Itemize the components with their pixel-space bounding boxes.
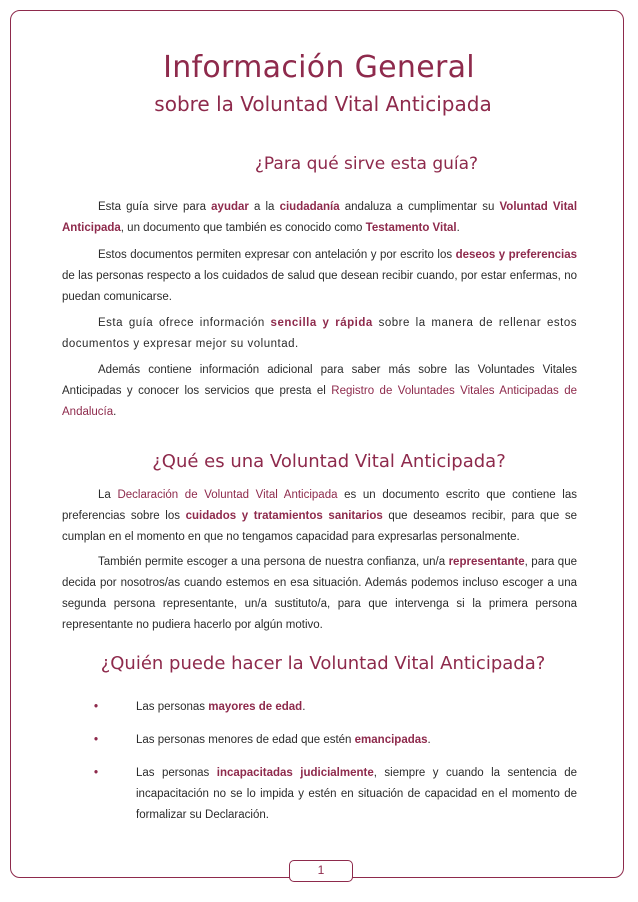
text: La [98,489,118,501]
page-subtitle: sobre la Voluntad Vital Anticipada [154,92,492,116]
highlight: deseos y preferencias [455,249,577,261]
text: , un documento que también es conocido como [120,222,366,234]
highlight: mayores de edad [208,701,303,713]
highlight: emancipadas [354,734,428,746]
paragraph-definition-2 [62,552,577,636]
text: Las personas menores de edad que estén [136,734,355,746]
section-heading-definition: ¿Qué es una Voluntad Vital Anticipada? [152,451,506,472]
section-heading-purpose: ¿Para qué sirve esta guía? [254,154,479,174]
highlight: ciudadanía [279,201,340,213]
list-item [62,697,577,718]
text: . [456,222,460,234]
list-item [62,763,577,826]
text: de las personas respecto a los cuidados de salud que desean recibir cuando, por estar enfermas, no puedan comunicarse. [62,270,577,303]
highlight: Voluntad Vital Anticipada [62,201,578,234]
highlight: Testamento Vital [365,222,457,234]
registry-link[interactable]: Registro de Voluntades Vitales Anticipadas de Andalucía [62,385,577,418]
declaration-link[interactable]: Declaración de Voluntad Vital Anticipada [117,489,338,501]
text: es un documento escrito que contiene las preferencias sobre los [62,489,577,522]
text: Las personas [136,701,209,713]
text: Esta guía ofrece información [98,317,271,329]
bullet-icon: • [94,767,99,779]
text: andaluza a cumplimentar su [339,201,500,213]
highlight: incapacitadas judicialmente [216,767,374,779]
text: Las personas [136,767,217,779]
list-item [62,730,577,751]
text: . [113,406,117,418]
highlight: representante [448,556,525,568]
highlight: sencilla y rápida [270,317,373,329]
text: a la [248,201,280,213]
paragraph-purpose-4 [62,360,577,423]
text: Esta guía sirve para [98,201,212,213]
highlight: ayudar [211,201,249,213]
text: , para que decida por nosotros/as cuando estemos en esa situación. Además podemos incluso escoger a una segunda persona representante, un/a sustituto/a, para que intervenga si la primera persona representante no pudiera hacerlo por algún motivo. [62,556,577,631]
text: , siempre y cuando la sentencia de incapacitación no se lo impida y estén en situación de capacidad en el momento de formalizar su Declaración. [136,767,577,821]
page-number: 1 [289,860,353,882]
text: sobre la manera de rellenar estos documentos y expresar mejor su voluntad. [62,317,577,350]
bullet-icon: • [94,734,99,746]
paragraph-purpose-3 [62,313,577,355]
bullet-icon: • [94,701,99,713]
text: que deseamos recibir, para que se cumplan en el momento en que no tengamos capacidad para expresarlas personalmente. [62,510,577,543]
paragraph-definition-1 [62,485,577,548]
paragraph-purpose-1 [62,197,577,239]
text: . [302,701,306,713]
paragraph-purpose-2 [62,245,577,308]
highlight: cuidados y tratamientos sanitarios [185,510,383,522]
section-heading-eligibility: ¿Quién puede hacer la Voluntad Vital Anticipada? [100,653,546,674]
text: . [427,734,431,746]
text: También permite escoger a una persona de nuestra confianza, un/a [98,556,449,568]
page-title: Información General [163,50,475,85]
text: Además contiene información adicional para saber más sobre las Voluntades Vitales Anticipadas y conocer los servicios que presta el [62,364,577,397]
text: Estos documentos permiten expresar con antelación y por escrito los [98,249,456,261]
